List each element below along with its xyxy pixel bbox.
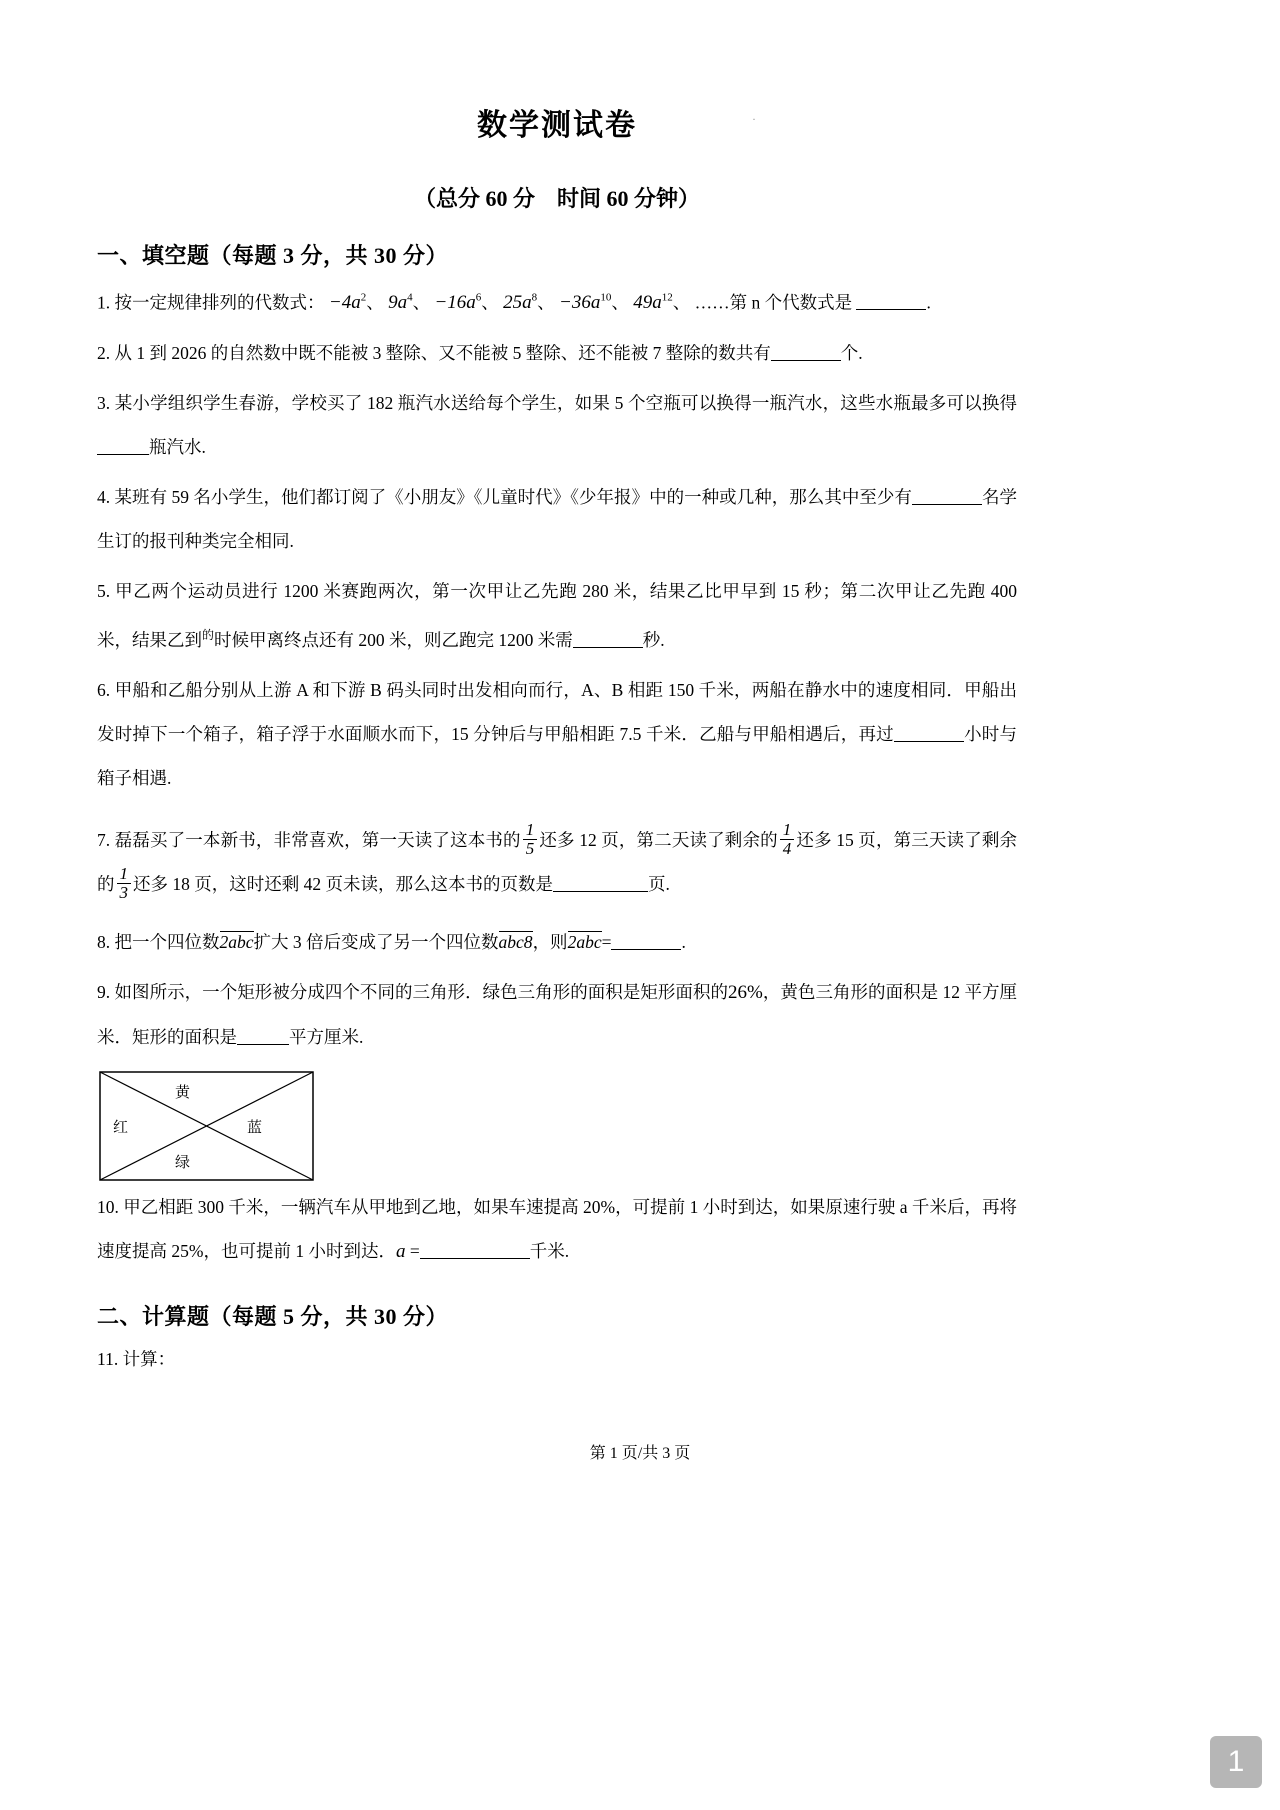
document-body bbox=[97, 0, 1017, 1381]
question-10-equals: = bbox=[409, 1241, 420, 1262]
question-5-number: 5. bbox=[97, 581, 111, 602]
question-2-number: 2. bbox=[97, 343, 111, 364]
question-8-text-d: = bbox=[601, 932, 612, 953]
sep: 、 bbox=[537, 292, 555, 313]
sep: 、 bbox=[672, 292, 691, 313]
question-1-ellipsis: …… bbox=[694, 292, 730, 313]
question-4-text-b: 名学生订的报刊种类完全相同. bbox=[97, 487, 1018, 552]
page-title: 数学测试卷 bbox=[477, 109, 637, 142]
question-7-text-a: 磊磊买了一本新书，非常喜欢，第一天读了这本书的 bbox=[114, 830, 521, 851]
sep: 、 bbox=[611, 292, 629, 313]
question-9 bbox=[97, 970, 1017, 1059]
question-2 bbox=[97, 331, 1017, 375]
question-1-term-3: $-16a^6$ bbox=[434, 292, 482, 314]
question-8-text-a: 把一个四位数 bbox=[114, 932, 220, 953]
question-5-superscript: 的 bbox=[202, 628, 215, 643]
figure-label-left-red: 红 bbox=[113, 1119, 129, 1137]
question-9-text-a: 如图所示，一个矩形被分成四个不同的三角形．绿色三角形的面积是矩形面积的 bbox=[114, 982, 729, 1003]
question-1-term-1: $-4a^2$ bbox=[328, 292, 367, 314]
question-7-text-e: 页. bbox=[648, 874, 670, 895]
question-1-answer-blank[interactable] bbox=[856, 309, 926, 310]
question-8-text-c: ，则 bbox=[532, 932, 568, 953]
sep: 、 bbox=[366, 292, 384, 313]
question-10-text-b: 千米. bbox=[529, 1241, 570, 1262]
question-10 bbox=[97, 1185, 1017, 1274]
question-11-text: 计算： bbox=[122, 1349, 176, 1370]
question-7-text-d: 还多 18 页，这时还剩 42 页未读，那么这本书的页数是 bbox=[133, 874, 553, 895]
question-3-text-a: 某小学组织学生春游，学校买了 182 瓶汽水送给每个学生，如果 5 个空瓶可以换得一瓶汽水，这些水瓶最多可以换得 bbox=[114, 393, 1018, 414]
question-5-text-a: 甲乙两个运动员进行 1200 米赛跑两次，第一次甲让乙先跑 280 米，结果乙比甲早到 15 秒；第二次甲让乙先跑 400 米，结果乙到 bbox=[97, 581, 1017, 651]
question-7 bbox=[97, 818, 1017, 906]
question-1-period: . bbox=[926, 292, 931, 313]
question-5 bbox=[97, 569, 1017, 662]
question-1-term-4: $25a^8$ bbox=[503, 292, 538, 314]
question-8-overline-number-2: abc8 bbox=[498, 932, 533, 953]
question-10-text-a: 甲乙相距 300 千米，一辆汽车从甲地到乙地，如果车速提高 20%，可提前 1 小时到达，如果原速行驶 a 千米后，再将速度提高 25%，也可提前 1 小时到达． bbox=[97, 1197, 1017, 1262]
question-2-text-b: 个. bbox=[840, 343, 863, 364]
question-1-term-6: $49a^{12}$ bbox=[633, 292, 673, 314]
question-4-text-a: 某班有 59 名小学生，他们都订阅了《小朋友》《儿童时代》《少年报》中的一种或几种，那么其中至少有 bbox=[114, 487, 912, 508]
question-6-text-a: 甲船和乙船分别从上游 A 和下游 B 码头同时出发相向而行，A、B 相距 150 千米，两船在静水中的速度相同．甲船出发时掉下一个箱子，箱子浮于水面顺水而下，15 分钟后与甲船相距 7.5 千米．乙船与甲船相遇后，再过 bbox=[97, 680, 1018, 745]
question-6 bbox=[97, 668, 1017, 800]
question-9-percent: 26% bbox=[728, 982, 763, 1004]
figure-label-top-yellow: 黄 bbox=[175, 1084, 191, 1102]
question-1-number: 1. bbox=[97, 292, 111, 313]
sep: 、 bbox=[481, 292, 499, 313]
question-7-fraction-3: $\frac{1}{3}$ bbox=[117, 865, 132, 902]
question-5-text-b: 时候甲离终点还有 200 米，则乙跑完 1200 米需 bbox=[214, 630, 573, 651]
page-footer: 第 1 页/共 3 页 bbox=[589, 1445, 691, 1462]
question-8-text-e: . bbox=[681, 932, 686, 953]
question-7-answer-blank[interactable] bbox=[553, 891, 648, 892]
question-7-number: 7. bbox=[97, 830, 111, 851]
figure-label-bottom-green: 绿 bbox=[175, 1154, 191, 1172]
question-3 bbox=[97, 381, 1017, 469]
question-1 bbox=[97, 276, 1017, 325]
question-7-text-c: 还多 15 页，第三天读了剩余的 bbox=[97, 830, 1018, 895]
page-number-badge: 1 bbox=[1210, 1736, 1262, 1788]
question-3-text-b: 瓶汽水. bbox=[149, 437, 206, 458]
question-1-lead: 按一定规律排列的代数式： bbox=[114, 292, 325, 313]
question-4-number: 4. bbox=[97, 487, 111, 508]
question-3-answer-blank[interactable] bbox=[97, 454, 149, 455]
question-4-answer-blank[interactable] bbox=[912, 504, 982, 505]
question-8 bbox=[97, 920, 1017, 964]
question-8-overline-number-1: 2abc bbox=[219, 932, 254, 953]
question-1-term-5: $-36a^{10}$ bbox=[559, 292, 612, 314]
question-1-tail: 第 n 个代数式是 bbox=[729, 292, 853, 313]
question-6-answer-blank[interactable] bbox=[894, 741, 964, 742]
question-9-text-b: ，黄色三角形的面积是 12 平方厘米．矩形的面积是 bbox=[97, 982, 1018, 1048]
question-11 bbox=[97, 1337, 1017, 1381]
question-9-number: 9. bbox=[97, 982, 111, 1003]
question-7-fraction-1: $\frac{1}{5}$ bbox=[523, 821, 538, 858]
question-10-number: 10. bbox=[97, 1197, 119, 1218]
figure-svg bbox=[99, 1071, 314, 1181]
question-8-text-b: 扩大 3 倍后变成了另一个四位数 bbox=[253, 932, 499, 953]
page-subtitle: （总分 60 分 时间 60 分钟） bbox=[413, 186, 700, 211]
question-1-term-2: $9a^4$ bbox=[388, 292, 413, 314]
question-9-answer-blank[interactable] bbox=[237, 1044, 289, 1045]
sep: 、 bbox=[412, 292, 431, 313]
stray-dot-mark: · bbox=[752, 112, 756, 126]
question-4 bbox=[97, 475, 1017, 563]
question-7-fraction-2: $\frac{1}{4}$ bbox=[780, 821, 795, 858]
question-3-number: 3. bbox=[97, 393, 111, 414]
question-11-number: 11. bbox=[97, 1349, 119, 1370]
figure-label-right-blue: 蓝 bbox=[247, 1119, 263, 1137]
question-6-text-b: 小时与箱子相遇. bbox=[97, 724, 1017, 789]
question-10-variable: a bbox=[395, 1241, 406, 1263]
section-heading-fill-in-blanks: 一、填空题（每题 3 分，共 30 分） bbox=[97, 243, 449, 268]
question-2-answer-blank[interactable] bbox=[771, 360, 841, 361]
question-8-overline-number-3: 2abc bbox=[567, 932, 602, 953]
question-5-text-c: 秒. bbox=[642, 630, 665, 651]
question-6-number: 6. bbox=[97, 680, 111, 701]
question-7-text-b: 还多 12 页，第二天读了剩余的 bbox=[539, 830, 778, 851]
question-10-answer-blank[interactable] bbox=[420, 1258, 530, 1259]
section-heading-calculation: 二、计算题（每题 5 分，共 30 分） bbox=[97, 1304, 449, 1330]
rectangle-four-triangles-figure bbox=[99, 1071, 314, 1181]
question-5-answer-blank[interactable] bbox=[573, 647, 643, 648]
question-8-number: 8. bbox=[97, 932, 111, 953]
question-9-text-c: 平方厘米. bbox=[289, 1027, 364, 1048]
question-8-answer-blank[interactable] bbox=[611, 949, 681, 950]
question-2-text-a: 从 1 到 2026 的自然数中既不能被 3 整除、又不能被 5 整除、还不能被 7 整除的数共有 bbox=[114, 343, 771, 364]
